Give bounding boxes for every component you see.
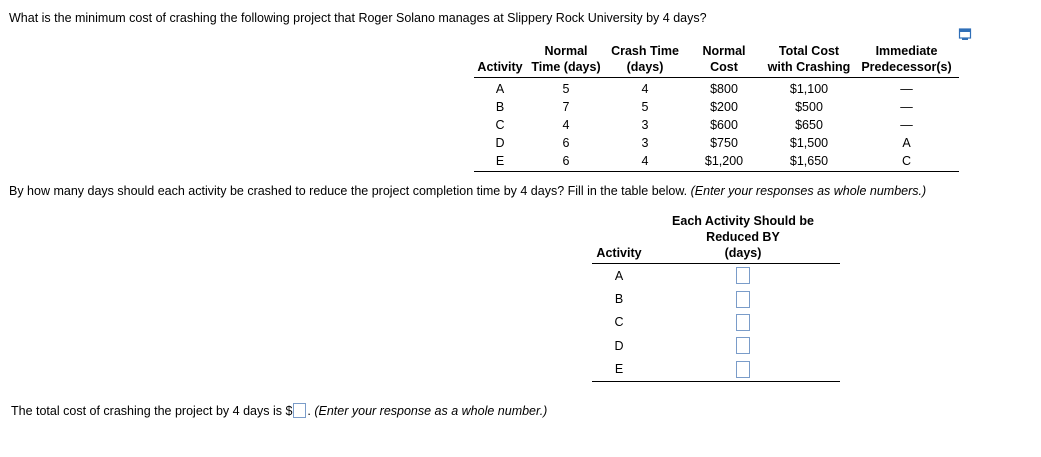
cell-normal-cost: $750	[710, 136, 738, 150]
header-predecessor-top: Immediate	[875, 44, 938, 58]
cell-activity: E	[474, 152, 526, 172]
header-activity-top	[474, 43, 526, 59]
table-row	[474, 98, 959, 116]
answer-table	[592, 213, 840, 382]
header-crash-time: (days)	[606, 59, 684, 78]
cell-crash-time: 4	[641, 82, 649, 96]
cell-predecessor: —	[900, 118, 913, 132]
cell-activity: A	[495, 82, 505, 96]
reduction-input-e[interactable]	[736, 361, 750, 378]
answer-activity: D	[614, 338, 624, 353]
answer-cell	[646, 334, 840, 357]
table-row	[474, 78, 959, 99]
answer-cell	[646, 358, 840, 382]
total-cost-suffix: .	[307, 404, 315, 418]
cell-predecessor: —	[900, 82, 913, 96]
header-normal-time-top: Normal	[544, 44, 588, 58]
answer-header-reduced-line2: Reduced BY	[706, 230, 780, 244]
instruction-text	[9, 184, 926, 198]
answer-activity: E	[592, 358, 646, 382]
reduction-input-c[interactable]	[736, 314, 750, 331]
document-icon[interactable]	[958, 27, 972, 41]
instruction-hint: (Enter your responses as whole numbers.)	[690, 184, 927, 198]
cell-predecessor: C	[854, 152, 959, 172]
answer-header-reduced-line3: (days)	[724, 246, 762, 260]
cell-activity: B	[495, 100, 505, 114]
cell-total-cost: $500	[795, 100, 823, 114]
total-cost-line	[11, 404, 547, 419]
reduction-input-a[interactable]	[736, 267, 750, 284]
header-normal-cost-top: Normal	[702, 44, 746, 58]
cell-normal-time: 4	[562, 118, 570, 132]
answer-cell	[646, 311, 840, 334]
cell-total-cost: $650	[795, 118, 823, 132]
table-header-row	[474, 59, 959, 78]
question-text: What is the minimum cost of crashing the following project that Roger Solano manages at Slippery Rock University by 4 days?	[9, 11, 707, 25]
reduction-input-b[interactable]	[736, 291, 750, 308]
cell-crash-time: 5	[641, 100, 649, 114]
cell-normal-cost: $1,200	[684, 152, 764, 172]
total-cost-input[interactable]	[293, 403, 306, 418]
table-row	[474, 134, 959, 152]
answer-cell	[646, 264, 840, 288]
cell-crash-time: 4	[606, 152, 684, 172]
answer-row	[592, 358, 840, 382]
cell-predecessor: A	[902, 136, 911, 150]
answer-row	[592, 311, 840, 334]
cell-normal-cost: $200	[710, 100, 738, 114]
answer-header-reduced-line1: Each Activity Should be	[672, 214, 814, 228]
header-normal-time: Time (days)	[526, 59, 606, 78]
answer-header-reduced	[646, 213, 840, 264]
table-row	[474, 116, 959, 134]
answer-activity: C	[614, 315, 624, 330]
cell-normal-time: 6	[526, 152, 606, 172]
answer-row	[592, 264, 840, 288]
answer-header-row	[592, 213, 840, 264]
answer-row	[592, 334, 840, 357]
header-total-cost-top: Total Cost	[778, 44, 840, 58]
total-cost-hint: (Enter your response as a whole number.)	[314, 404, 548, 418]
total-cost-prefix: The total cost of crashing the project by 4 days is $	[11, 404, 293, 418]
answer-activity: B	[614, 292, 624, 307]
cell-total-cost: $1,500	[789, 136, 829, 150]
instruction-main: By how many days should each activity be crashed to reduce the project completion time by 4 days? Fill in the table below.	[9, 184, 691, 198]
table-header-row	[474, 43, 959, 59]
answer-row	[592, 287, 840, 310]
cell-activity: C	[495, 118, 505, 132]
cell-normal-time: 6	[562, 136, 570, 150]
table-row	[474, 152, 959, 172]
header-normal-cost: Cost	[684, 59, 764, 78]
cell-normal-cost: $800	[710, 82, 738, 96]
header-total-cost: with Crashing	[764, 59, 854, 78]
cell-crash-time: 3	[641, 136, 649, 150]
cell-activity: D	[495, 136, 505, 150]
cell-normal-cost: $600	[710, 118, 738, 132]
project-data-table	[474, 43, 959, 172]
answer-cell	[646, 287, 840, 310]
cell-total-cost: $1,650	[764, 152, 854, 172]
reduction-input-d[interactable]	[736, 337, 750, 354]
answer-activity: A	[614, 268, 624, 283]
header-predecessor: Predecessor(s)	[854, 59, 959, 78]
cell-crash-time: 3	[641, 118, 649, 132]
cell-normal-time: 7	[562, 100, 570, 114]
cell-total-cost: $1,100	[789, 82, 829, 96]
header-activity: Activity	[474, 59, 526, 78]
cell-predecessor: —	[900, 100, 913, 114]
cell-normal-time: 5	[562, 82, 570, 96]
answer-header-activity: Activity	[592, 213, 646, 264]
header-crash-time-top: Crash Time	[611, 44, 679, 58]
